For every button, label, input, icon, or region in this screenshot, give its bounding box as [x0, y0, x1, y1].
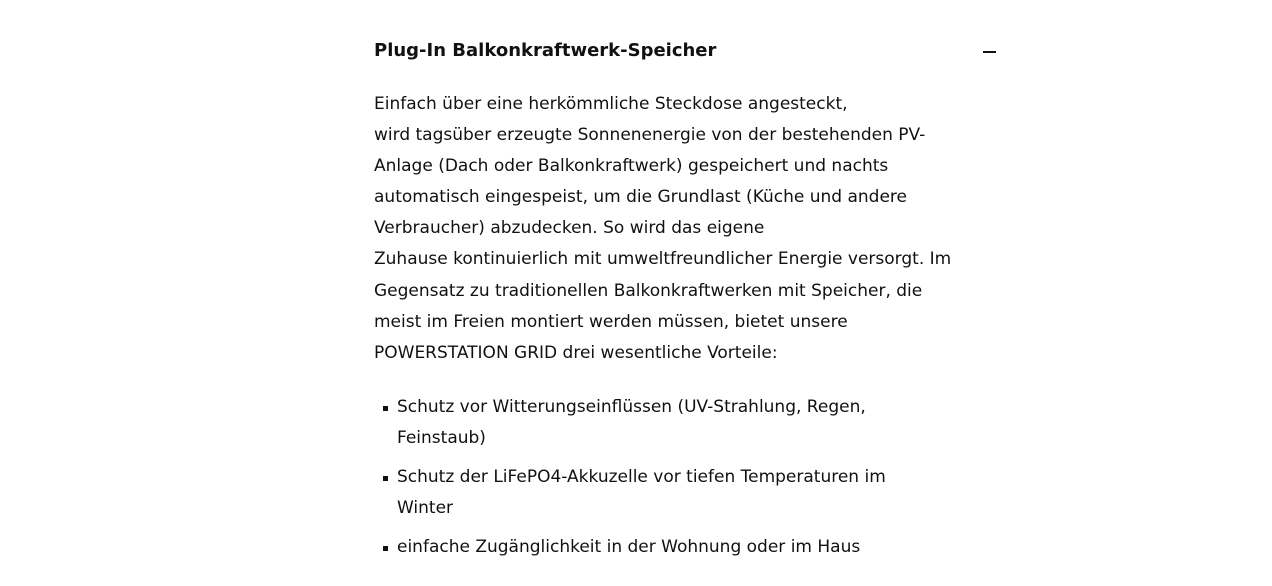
paragraph-line: Zuhause kontinuierlich mit umweltfreundlicher Energie versorgt. Im	[374, 249, 952, 270]
minus-icon[interactable]	[983, 51, 996, 53]
list-item-text: Schutz vor Witterungseinflüssen (UV-Strahlung, Regen,	[397, 396, 866, 417]
list-item	[374, 462, 998, 524]
paragraph-line: Anlage (Dach oder Balkonkraftwerk) gespeichert und nachts	[374, 156, 889, 177]
list-item-text: einfache Zugänglichkeit in der Wohnung oder im Haus	[397, 536, 861, 557]
list-item-text: Winter	[397, 497, 454, 518]
paragraph-line: POWERSTATION GRID drei wesentliche Vorteile:	[374, 342, 778, 363]
accordion-body	[374, 89, 998, 563]
list-item	[374, 392, 998, 454]
accordion-header[interactable]	[374, 33, 998, 73]
paragraph-line: Gegensatz zu traditionellen Balkonkraftwerken mit Speicher, die	[374, 280, 923, 301]
list-item-text: Feinstaub)	[397, 427, 486, 448]
accordion-section	[374, 0, 998, 571]
paragraph-line: wird tagsüber erzeugte Sonnenenergie von der bestehenden PV-	[374, 125, 926, 146]
square-bullet-icon	[383, 476, 388, 481]
paragraph-line: Verbraucher) abzudecken. So wird das eigene	[374, 218, 765, 239]
description-paragraph	[374, 89, 998, 369]
square-bullet-icon	[383, 546, 388, 551]
square-bullet-icon	[383, 406, 388, 411]
feature-list	[374, 392, 998, 563]
list-item-text: Schutz der LiFePO4-Akkuzelle vor tiefen Temperaturen im	[397, 466, 886, 487]
paragraph-line: meist im Freien montiert werden müssen, bietet unsere	[374, 311, 848, 332]
accordion-title[interactable]: Plug-In Balkonkraftwerk-Speicher	[374, 40, 717, 61]
paragraph-line: Einfach über eine herkömmliche Steckdose angesteckt,	[374, 94, 848, 114]
list-item	[374, 532, 998, 563]
paragraph-line: automatisch eingespeist, um die Grundlast (Küche und andere	[374, 187, 908, 208]
